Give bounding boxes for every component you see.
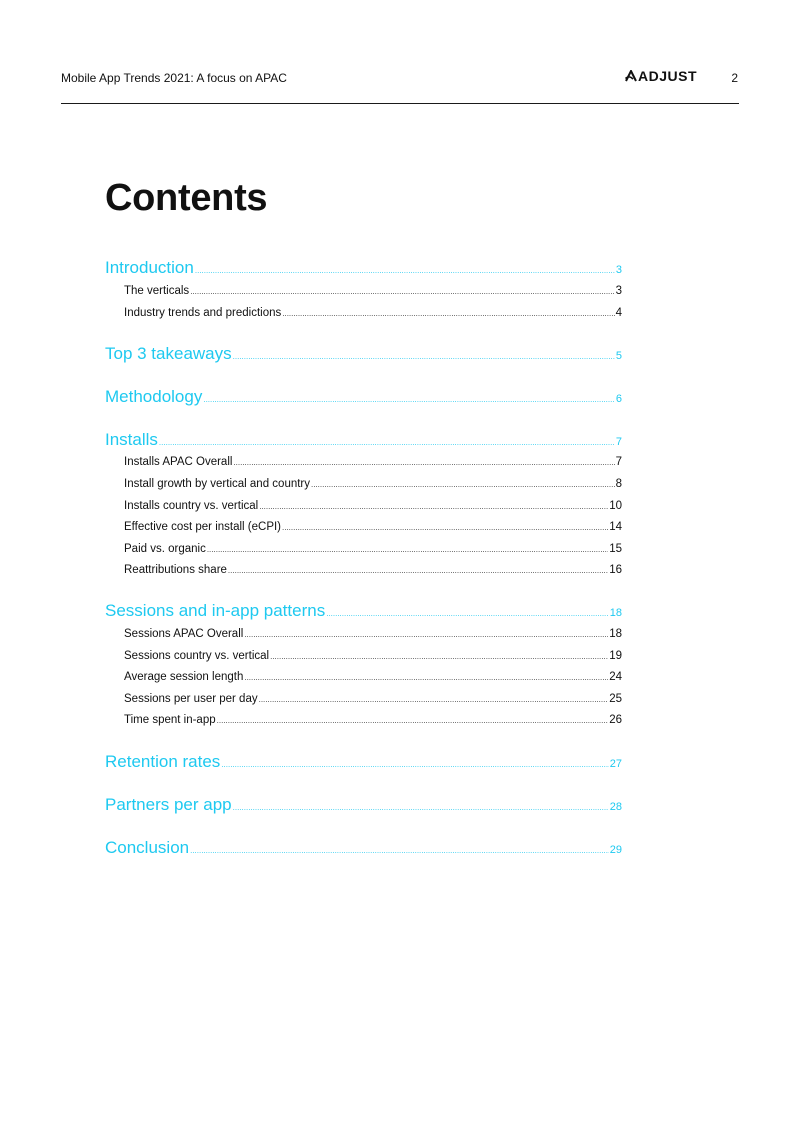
toc-entry-page: 4 (615, 307, 622, 319)
toc-entry-label: Sessions per user per day (124, 693, 258, 705)
toc-entry-page: 3 (615, 285, 622, 297)
toc-entry-label: Average session length (124, 671, 244, 683)
toc-entry-page: 27 (609, 758, 622, 770)
toc-section-entry[interactable] (105, 752, 622, 774)
brand-logo (625, 68, 697, 84)
toc-entry-page: 18 (609, 628, 622, 640)
toc-entry-page: 5 (615, 350, 622, 362)
toc-subsection-entry[interactable] (124, 456, 622, 472)
toc-entry-label: Sessions APAC Overall (124, 628, 244, 640)
toc-entry-label: Introduction (105, 258, 194, 277)
toc-entry-label: Time spent in-app (124, 714, 216, 726)
toc-entry-page: 15 (609, 543, 622, 555)
toc-subsection-entry[interactable] (124, 628, 622, 644)
toc-section-entry[interactable] (105, 258, 622, 280)
toc-entry-label: Effective cost per install (eCPI) (124, 521, 282, 533)
contents-heading: Contents (105, 177, 268, 219)
toc-section-entry[interactable] (105, 838, 622, 860)
toc-entry-label: Installs (105, 430, 158, 449)
toc-entry-label: Installs APAC Overall (124, 456, 233, 468)
toc-subsection-entry[interactable] (124, 714, 622, 730)
toc-entry-label: Install growth by vertical and country (124, 478, 311, 490)
toc-entry-page: 18 (609, 607, 622, 619)
toc-entry-label: Partners per app (105, 795, 232, 814)
toc-entry-label: Retention rates (105, 752, 221, 771)
toc-entry-page: 28 (609, 801, 622, 813)
toc-subsection-entry[interactable] (124, 285, 622, 301)
toc-dot-leader (233, 803, 609, 812)
toc-dot-leader (270, 652, 608, 661)
toc-subsection-entry[interactable] (124, 543, 622, 559)
toc-subsection-entry[interactable] (124, 650, 622, 666)
toc-subsection-entry[interactable] (124, 478, 622, 494)
toc-section-entry[interactable] (105, 795, 622, 817)
toc-subsection-entry[interactable] (124, 307, 622, 323)
toc-entry-page: 26 (609, 714, 622, 726)
toc-entry-page: 16 (609, 564, 622, 576)
toc-entry-page: 29 (609, 844, 622, 856)
toc-entry-label: Methodology (105, 387, 203, 406)
toc-entry-label: Sessions country vs. vertical (124, 650, 270, 662)
toc-section-entry[interactable] (105, 430, 622, 452)
toc-entry-label: Paid vs. organic (124, 543, 206, 555)
toc-entry-page: 7 (615, 436, 622, 448)
toc-dot-leader (221, 760, 608, 769)
toc-dot-leader (159, 438, 615, 447)
toc-entry-page: 24 (609, 671, 622, 683)
page-header (61, 0, 739, 104)
toc-entry-page: 19 (609, 650, 622, 662)
toc-entry-page: 7 (615, 456, 622, 468)
toc-dot-leader (195, 266, 615, 275)
toc-entry-label: The verticals (124, 285, 190, 297)
toc-dot-leader (217, 716, 609, 725)
toc-dot-leader (244, 673, 608, 682)
toc-subsection-entry[interactable] (124, 500, 622, 516)
toc-dot-leader (203, 395, 615, 404)
adjust-logo-icon (625, 70, 637, 82)
toc-dot-leader (326, 609, 609, 618)
page-number: 2 (731, 71, 738, 85)
toc-entry-page: 3 (615, 264, 622, 276)
toc-dot-leader (228, 566, 608, 575)
toc-dot-leader (207, 545, 608, 554)
toc-subsection-entry[interactable] (124, 564, 622, 580)
toc-entry-label: Industry trends and predictions (124, 307, 282, 319)
toc-dot-leader (259, 695, 609, 704)
toc-dot-leader (190, 846, 609, 855)
toc-dot-leader (233, 458, 614, 467)
toc-dot-leader (282, 523, 608, 532)
toc-entry-page: 8 (615, 478, 622, 490)
toc-entry-page: 25 (609, 693, 622, 705)
toc-entry-label: Reattributions share (124, 564, 227, 576)
toc-dot-leader (244, 630, 608, 639)
toc-entry-label: Conclusion (105, 838, 190, 857)
toc-dot-leader (282, 309, 614, 318)
toc-dot-leader (259, 502, 608, 511)
toc-section-entry[interactable] (105, 601, 622, 623)
toc-entry-page: 10 (609, 500, 622, 512)
toc-subsection-entry[interactable] (124, 671, 622, 687)
document-title: Mobile App Trends 2021: A focus on APAC (61, 71, 287, 85)
toc-entry-page: 6 (615, 393, 622, 405)
toc-entry-label: Top 3 takeaways (105, 344, 232, 363)
toc-section-entry[interactable] (105, 387, 622, 409)
toc-section-entry[interactable] (105, 344, 622, 366)
toc-dot-leader (190, 287, 614, 296)
toc-entry-page: 14 (609, 521, 622, 533)
toc-subsection-entry[interactable] (124, 521, 622, 537)
toc-dot-leader (311, 480, 615, 489)
brand-name: ADJUST (637, 68, 697, 84)
toc-dot-leader (233, 352, 615, 361)
toc-subsection-entry[interactable] (124, 693, 622, 709)
toc-entry-label: Sessions and in-app patterns (105, 601, 326, 620)
toc-entry-label: Installs country vs. vertical (124, 500, 259, 512)
